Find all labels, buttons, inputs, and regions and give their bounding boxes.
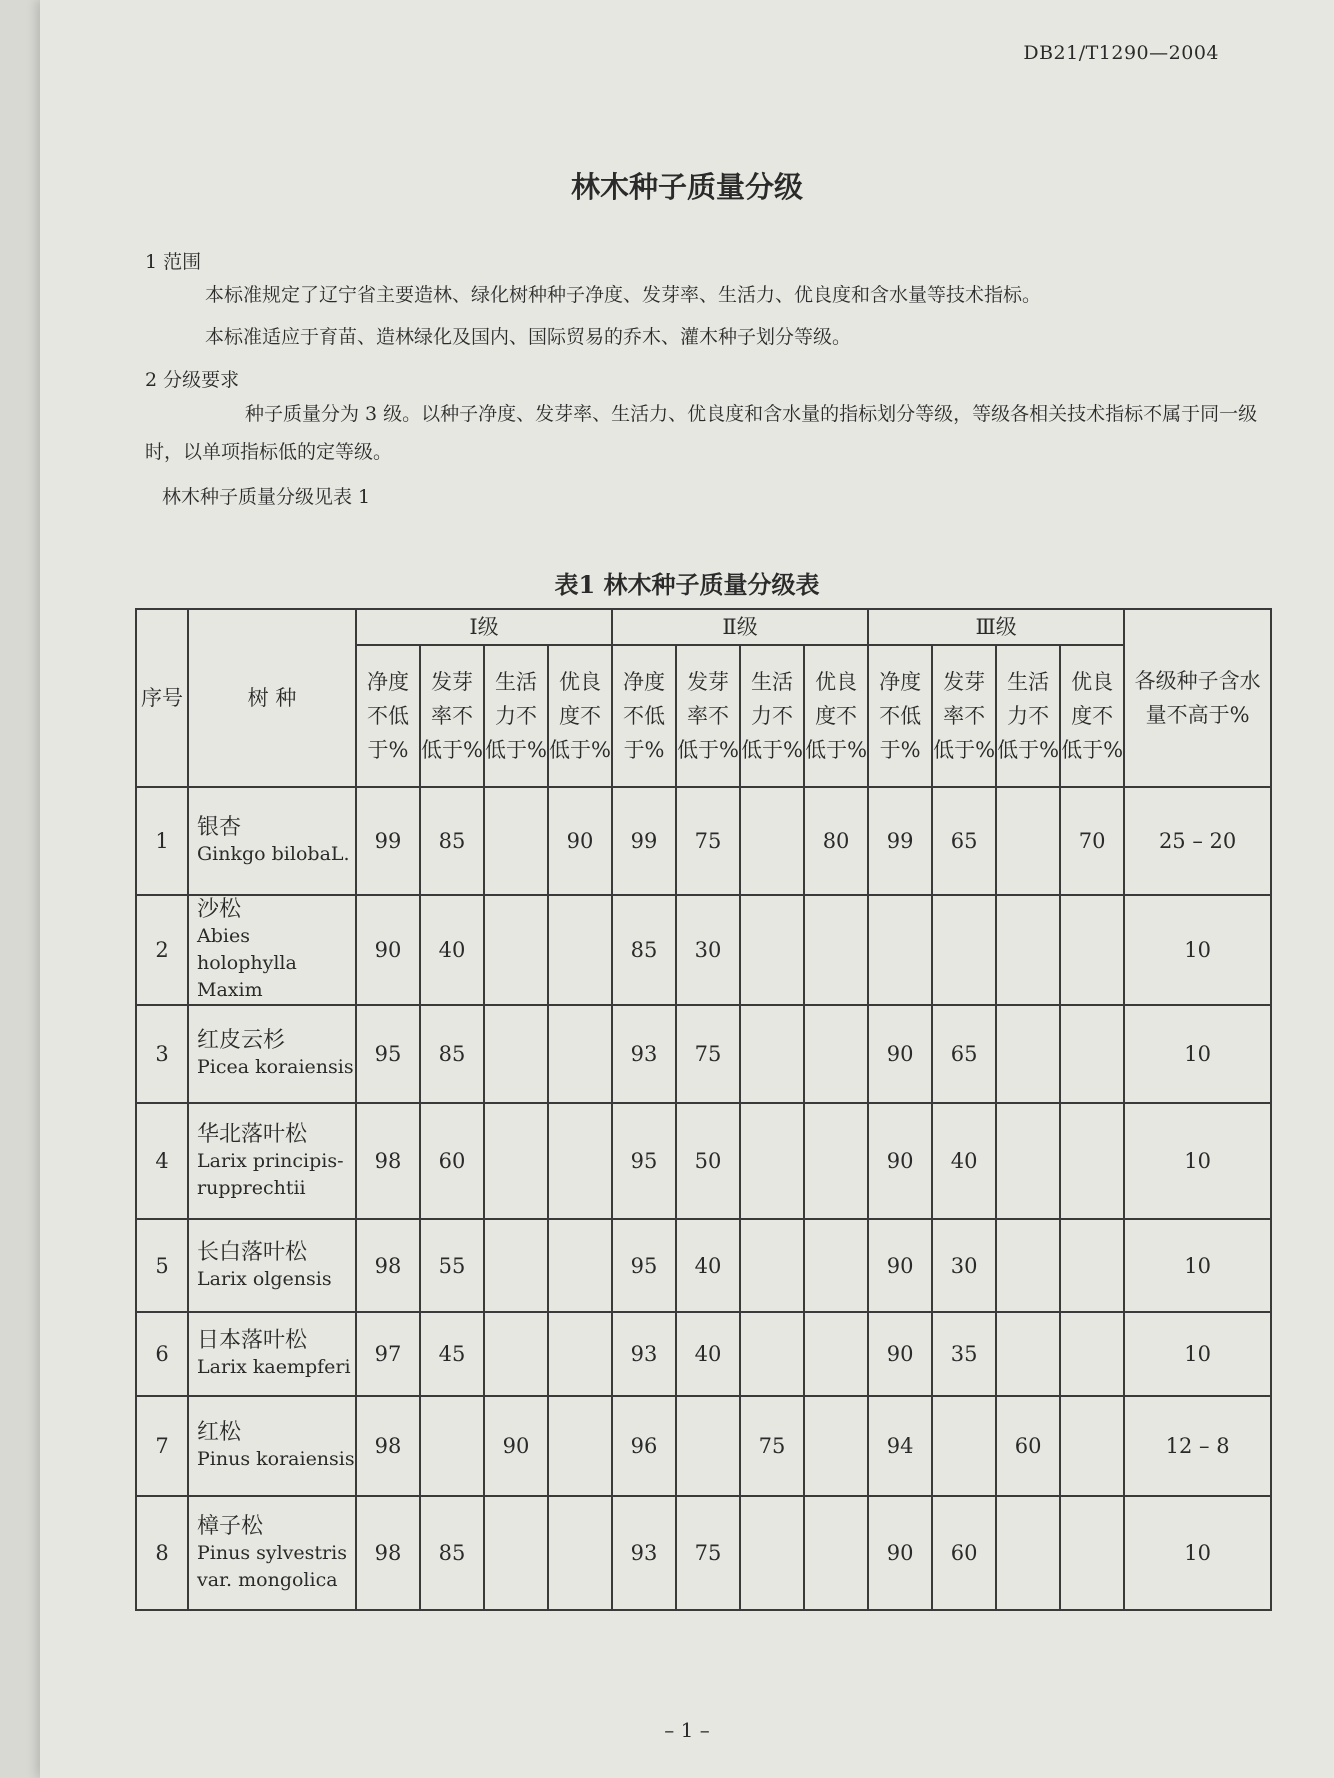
value-cell <box>804 1005 868 1103</box>
value-cell: 60 <box>996 1396 1060 1496</box>
row-number: 8 <box>136 1496 188 1610</box>
value-cell: 75 <box>676 787 740 895</box>
table-row <box>136 1496 1271 1610</box>
species-cell <box>188 1496 356 1610</box>
row-number: 6 <box>136 1312 188 1396</box>
value-cell: 90 <box>868 1103 932 1219</box>
value-cell <box>548 1103 612 1219</box>
species-chinese-name: 樟子松 <box>197 1513 264 1539</box>
value-cell: 90 <box>356 895 420 1005</box>
value-cell <box>996 895 1060 1005</box>
subheader-g3-3: 生活力不低于% <box>996 645 1060 787</box>
value-cell <box>484 787 548 895</box>
moisture-cell: 10 <box>1124 1312 1271 1396</box>
row-number: 4 <box>136 1103 188 1219</box>
subheader-g2-1: 净度不低于% <box>612 645 676 787</box>
moisture-cell: 12 – 8 <box>1124 1396 1271 1496</box>
value-cell: 85 <box>612 895 676 1005</box>
species-chinese-name: 红松 <box>197 1420 242 1445</box>
value-cell <box>996 1312 1060 1396</box>
header-moisture: 各级种子含水量不高于% <box>1124 609 1271 787</box>
species-latin-name: Pinus sylvestris var. mongolica <box>197 1541 347 1591</box>
species-latin-name: Larix kaempferi <box>197 1356 351 1378</box>
value-cell: 40 <box>676 1219 740 1312</box>
header-species: 树 种 <box>188 609 356 787</box>
table-row <box>136 1219 1271 1312</box>
value-cell: 95 <box>612 1219 676 1312</box>
value-cell: 80 <box>804 787 868 895</box>
value-cell: 90 <box>868 1496 932 1610</box>
header-no: 序号 <box>136 609 188 787</box>
value-cell: 99 <box>612 787 676 895</box>
species-cell <box>188 1103 356 1219</box>
section-1-heading: 1 范围 <box>145 251 202 273</box>
moisture-cell: 10 <box>1124 1005 1271 1103</box>
species-cell <box>188 1219 356 1312</box>
value-cell: 93 <box>612 1496 676 1610</box>
table-row <box>136 895 1271 1005</box>
species-chinese-name: 红皮云杉 <box>197 1028 286 1053</box>
value-cell: 75 <box>676 1005 740 1103</box>
value-cell: 85 <box>420 1005 484 1103</box>
section-1-paragraph-1: 本标准规定了辽宁省主要造林、绿化树种种子净度、发芽率、生活力、优良度和含水量等技术指标。 <box>205 284 1042 306</box>
species-latin-name: Larix olgensis <box>197 1267 332 1290</box>
value-cell <box>1060 1219 1124 1312</box>
value-cell <box>548 1219 612 1312</box>
species-cell <box>188 1312 356 1396</box>
value-cell: 60 <box>420 1103 484 1219</box>
value-cell: 70 <box>1060 787 1124 895</box>
table-row <box>136 1103 1271 1219</box>
value-cell: 90 <box>484 1396 548 1496</box>
species-chinese-name: 长白落叶松 <box>197 1239 308 1265</box>
species-chinese-name: 日本落叶松 <box>197 1328 308 1353</box>
value-cell <box>548 1396 612 1496</box>
section-2-paragraph-2: 林木种子质量分级见表 1 <box>162 486 371 508</box>
value-cell: 65 <box>932 787 996 895</box>
subheader-g1-4: 优良度不低于% <box>548 645 612 787</box>
value-cell: 85 <box>420 1496 484 1610</box>
value-cell <box>1060 1496 1124 1610</box>
value-cell: 98 <box>356 1496 420 1610</box>
value-cell <box>804 895 868 1005</box>
value-cell <box>1060 1396 1124 1496</box>
value-cell <box>484 1103 548 1219</box>
value-cell <box>740 895 804 1005</box>
value-cell: 90 <box>548 787 612 895</box>
value-cell <box>484 1496 548 1610</box>
value-cell: 40 <box>420 895 484 1005</box>
moisture-cell: 25 – 20 <box>1124 787 1271 895</box>
species-latin-name: Abies holophylla Maxim <box>197 925 297 1001</box>
value-cell: 40 <box>676 1312 740 1396</box>
value-cell: 98 <box>356 1219 420 1312</box>
species-cell <box>188 1396 356 1496</box>
value-cell <box>868 895 932 1005</box>
page-number: – 1 – <box>664 1718 710 1742</box>
table-row <box>136 1005 1271 1103</box>
value-cell <box>740 1312 804 1396</box>
subheader-g1-1: 净度不低于% <box>356 645 420 787</box>
value-cell: 93 <box>612 1312 676 1396</box>
value-cell <box>740 787 804 895</box>
value-cell: 40 <box>932 1103 996 1219</box>
value-cell: 75 <box>676 1496 740 1610</box>
subheader-g3-1: 净度不低于% <box>868 645 932 787</box>
value-cell: 95 <box>356 1005 420 1103</box>
value-cell: 60 <box>932 1496 996 1610</box>
seed-quality-table <box>135 608 1272 1611</box>
value-cell: 97 <box>356 1312 420 1396</box>
value-cell: 30 <box>932 1219 996 1312</box>
species-chinese-name: 沙松 <box>197 897 242 922</box>
value-cell <box>804 1396 868 1496</box>
value-cell <box>1060 1005 1124 1103</box>
value-cell <box>676 1396 740 1496</box>
value-cell: 65 <box>932 1005 996 1103</box>
page-title: 林木种子质量分级 <box>570 170 803 204</box>
value-cell <box>548 1005 612 1103</box>
species-latin-name: Larix principis-rupprechtii <box>197 1149 344 1199</box>
table-caption: 表1 林木种子质量分级表 <box>554 570 820 599</box>
value-cell: 95 <box>612 1103 676 1219</box>
standard-code: DB21/T1290—2004 <box>1023 42 1219 64</box>
header-grade-3: Ⅲ级 <box>868 609 1124 645</box>
value-cell <box>996 787 1060 895</box>
species-latin-name: Ginkgo bilobaL. <box>197 843 350 865</box>
value-cell <box>484 1005 548 1103</box>
value-cell: 90 <box>868 1219 932 1312</box>
value-cell: 93 <box>612 1005 676 1103</box>
value-cell: 45 <box>420 1312 484 1396</box>
moisture-cell: 10 <box>1124 895 1271 1005</box>
species-cell <box>188 787 356 895</box>
value-cell <box>740 1219 804 1312</box>
value-cell: 98 <box>356 1103 420 1219</box>
value-cell: 85 <box>420 787 484 895</box>
value-cell <box>740 1496 804 1610</box>
value-cell <box>804 1103 868 1219</box>
value-cell <box>548 895 612 1005</box>
value-cell <box>740 1005 804 1103</box>
moisture-cell: 10 <box>1124 1103 1271 1219</box>
value-cell <box>484 895 548 1005</box>
value-cell <box>548 1496 612 1610</box>
row-number: 2 <box>136 895 188 1005</box>
table-row <box>136 1396 1271 1496</box>
subheader-g3-2: 发芽率不低于% <box>932 645 996 787</box>
value-cell: 55 <box>420 1219 484 1312</box>
value-cell <box>1060 1312 1124 1396</box>
row-number: 5 <box>136 1219 188 1312</box>
header-grade-2: Ⅱ级 <box>612 609 868 645</box>
value-cell <box>804 1219 868 1312</box>
header-grade-1: Ⅰ级 <box>356 609 612 645</box>
value-cell <box>996 1496 1060 1610</box>
value-cell <box>932 895 996 1005</box>
value-cell <box>740 1103 804 1219</box>
value-cell <box>804 1312 868 1396</box>
value-cell <box>996 1103 1060 1219</box>
row-number: 3 <box>136 1005 188 1103</box>
value-cell: 50 <box>676 1103 740 1219</box>
subheader-g3-4: 优良度不低于% <box>1060 645 1124 787</box>
section-2-paragraph-1: 种子质量分为 3 级。以种子净度、发芽率、生活力、优良度和含水量的指标划分等级，等级各相关技术指标不属于同一级时，以单项指标低的定等级。 <box>145 403 1258 463</box>
value-cell: 98 <box>356 1396 420 1496</box>
value-cell: 90 <box>868 1005 932 1103</box>
value-cell <box>1060 895 1124 1005</box>
value-cell <box>932 1396 996 1496</box>
moisture-cell: 10 <box>1124 1219 1271 1312</box>
species-cell <box>188 895 356 1005</box>
table-row <box>136 787 1271 895</box>
value-cell <box>484 1312 548 1396</box>
value-cell <box>548 1312 612 1396</box>
subheader-g1-3: 生活力不低于% <box>484 645 548 787</box>
table-row <box>136 1312 1271 1396</box>
subheader-g2-3: 生活力不低于% <box>740 645 804 787</box>
value-cell: 99 <box>356 787 420 895</box>
value-cell: 35 <box>932 1312 996 1396</box>
row-number: 7 <box>136 1396 188 1496</box>
value-cell: 90 <box>868 1312 932 1396</box>
value-cell <box>996 1005 1060 1103</box>
value-cell <box>996 1219 1060 1312</box>
species-chinese-name: 银杏 <box>197 815 242 840</box>
species-latin-name: Picea koraiensis <box>197 1056 354 1078</box>
species-chinese-name: 华北落叶松 <box>197 1121 308 1147</box>
value-cell: 94 <box>868 1396 932 1496</box>
section-2-heading: 2 分级要求 <box>145 369 240 391</box>
value-cell <box>1060 1103 1124 1219</box>
section-1-paragraph-2: 本标准适应于育苗、造林绿化及国内、国际贸易的乔木、灌木种子划分等级。 <box>205 326 852 348</box>
value-cell: 30 <box>676 895 740 1005</box>
value-cell: 99 <box>868 787 932 895</box>
subheader-g2-4: 优良度不低于% <box>804 645 868 787</box>
subheader-g2-2: 发芽率不低于% <box>676 645 740 787</box>
value-cell <box>804 1496 868 1610</box>
subheader-g1-2: 发芽率不低于% <box>420 645 484 787</box>
value-cell: 75 <box>740 1396 804 1496</box>
value-cell: 96 <box>612 1396 676 1496</box>
document-page <box>40 0 1334 1778</box>
value-cell <box>484 1219 548 1312</box>
species-cell <box>188 1005 356 1103</box>
row-number: 1 <box>136 787 188 895</box>
moisture-cell: 10 <box>1124 1496 1271 1610</box>
species-latin-name: Pinus koraiensis <box>197 1448 355 1470</box>
value-cell <box>420 1396 484 1496</box>
